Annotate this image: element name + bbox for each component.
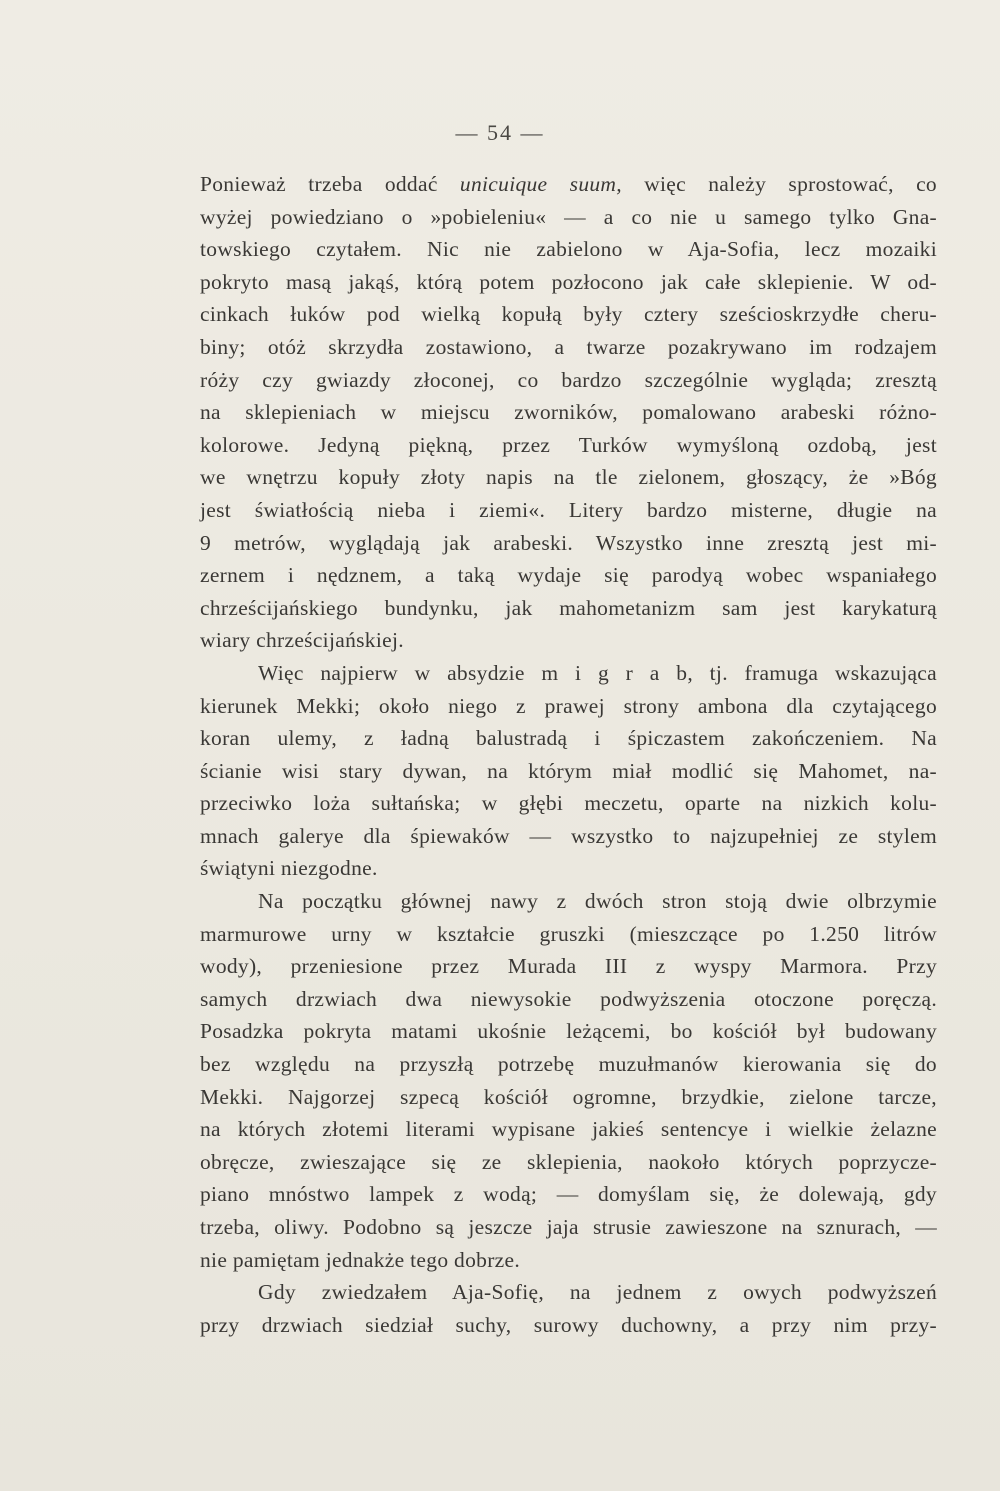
text-line: jest światłością nieba i ziemi«. Litery bardzo misterne, długie na (200, 497, 937, 522)
text-line: obręcze, zwieszające się ze sklepienia, naokoło których poprzycze- (200, 1149, 937, 1174)
text-line: Ponieważ trzeba oddać unicuique suum, więc należy sprostować, co (200, 172, 937, 196)
text-line: Gdy zwiedzałem Aja-Sofię, na jednem z owych podwyższeń (258, 1280, 937, 1305)
text-line: przy drzwiach siedział suchy, surowy duchowny, a przy nim przy- (200, 1312, 937, 1337)
text-line: kierunek Mekki; około niego z prawej strony ambona dla czytającego (200, 693, 937, 718)
text-line: przeciwko loża sułtańska; w głębi meczetu, oparte na nizkich kolu- (200, 791, 937, 816)
page-number: — 54 — (455, 120, 545, 145)
text-line: na sklepieniach w miejscu zworników, pomalowano arabeski różno- (200, 400, 937, 425)
text-line: samych drzwiach dwa niewysokie podwyższenia otoczone poręczą. (200, 986, 937, 1011)
paragraph (200, 168, 937, 657)
text-line: Mekki. Najgorzej szpecą kościół ogromne, brzydkie, zielone tarcze, (200, 1084, 937, 1109)
paragraph (200, 657, 937, 885)
latin-phrase: unicuique suum, (459, 172, 622, 196)
text-line: Posadzka pokryta matami ukośnie leżącemi, bo kościół był budowany (200, 1019, 937, 1044)
text-line: biny; otóż skrzydła zostawiono, a twarze pozakrywano im rodzajem (200, 334, 937, 359)
text-line: we wnętrzu kopuły złoty napis na tle zielonem, głoszący, że »Bóg (200, 465, 937, 490)
text-line: trzeba, oliwy. Podobno są jeszcze jaja strusie zawieszone na sznurach, — (200, 1215, 937, 1239)
text-line: wiary chrześcijańskiej. (200, 628, 404, 653)
text-line: zernem i nędznem, a taką wydaje się parodyą wobec wspaniałego (200, 563, 937, 588)
text-line: marmurowe urny w kształcie gruszki (mieszczące po 1.250 litrów (200, 921, 937, 946)
text-line: nie pamiętam jednakże tego dobrze. (200, 1247, 521, 1272)
text-line: 9 metrów, wyglądają jak arabeski. Wszystko inne zresztą jest mi- (200, 530, 937, 555)
text-line: bez względu na przyszłą potrzebę muzułmanów kierowania się do (200, 1052, 937, 1077)
text-line: Na początku głównej nawy z dwóch stron stoją dwie olbrzymie (258, 889, 937, 914)
text-line: kolorowe. Jedyną piękną, przez Turków wymyśloną ozdobą, jest (200, 432, 937, 457)
text-line: cinkach łuków pod wielką kopułą były cztery sześcioskrzydłe cheru- (200, 302, 937, 327)
text-line: Więc najpierw w absydzie m i g r a b, tj. framuga wskazująca (258, 660, 937, 685)
text-line: mnach galerye dla śpiewaków — wszystko to najzupełniej ze stylem (200, 823, 937, 848)
text-line: towskiego czytałem. Nic nie zabielono w Aja-Sofia, lecz mozaiki (200, 237, 937, 262)
text-line: pokryto masą jakąś, którą potem pozłocono jak całe sklepienie. W od- (200, 269, 937, 294)
text-line: na których złotemi literami wypisane jakieś sentencye i wielkie żelazne (200, 1117, 937, 1142)
text-line: wyżej powiedziano o »pobieleniu« — a co nie u samego tylko Gna- (200, 204, 937, 229)
paragraph (200, 1276, 937, 1341)
text-line: świątyni niezgodne. (200, 856, 378, 881)
text-line: piano mnóstwo lampek z wodą; — domyślam się, że dolewają, gdy (200, 1182, 937, 1207)
text-line: koran ulemy, z ładną balustradą i śpiczastem zakończeniem. Na (200, 726, 937, 751)
text-line: wody), przeniesione przez Murada III z wyspy Marmora. Przy (200, 954, 937, 979)
text-line: róży czy gwiazdy złoconej, co bardzo szczególnie wygląda; zresztą (200, 367, 937, 392)
body-text (200, 168, 937, 1341)
text-line: chrześcijańskiego bundynku, jak mahometanizm sam jest karykaturą (200, 595, 937, 620)
text-line: ścianie wisi stary dywan, na którym miał modlić się Mahomet, na- (200, 758, 937, 783)
paragraph (200, 885, 937, 1276)
